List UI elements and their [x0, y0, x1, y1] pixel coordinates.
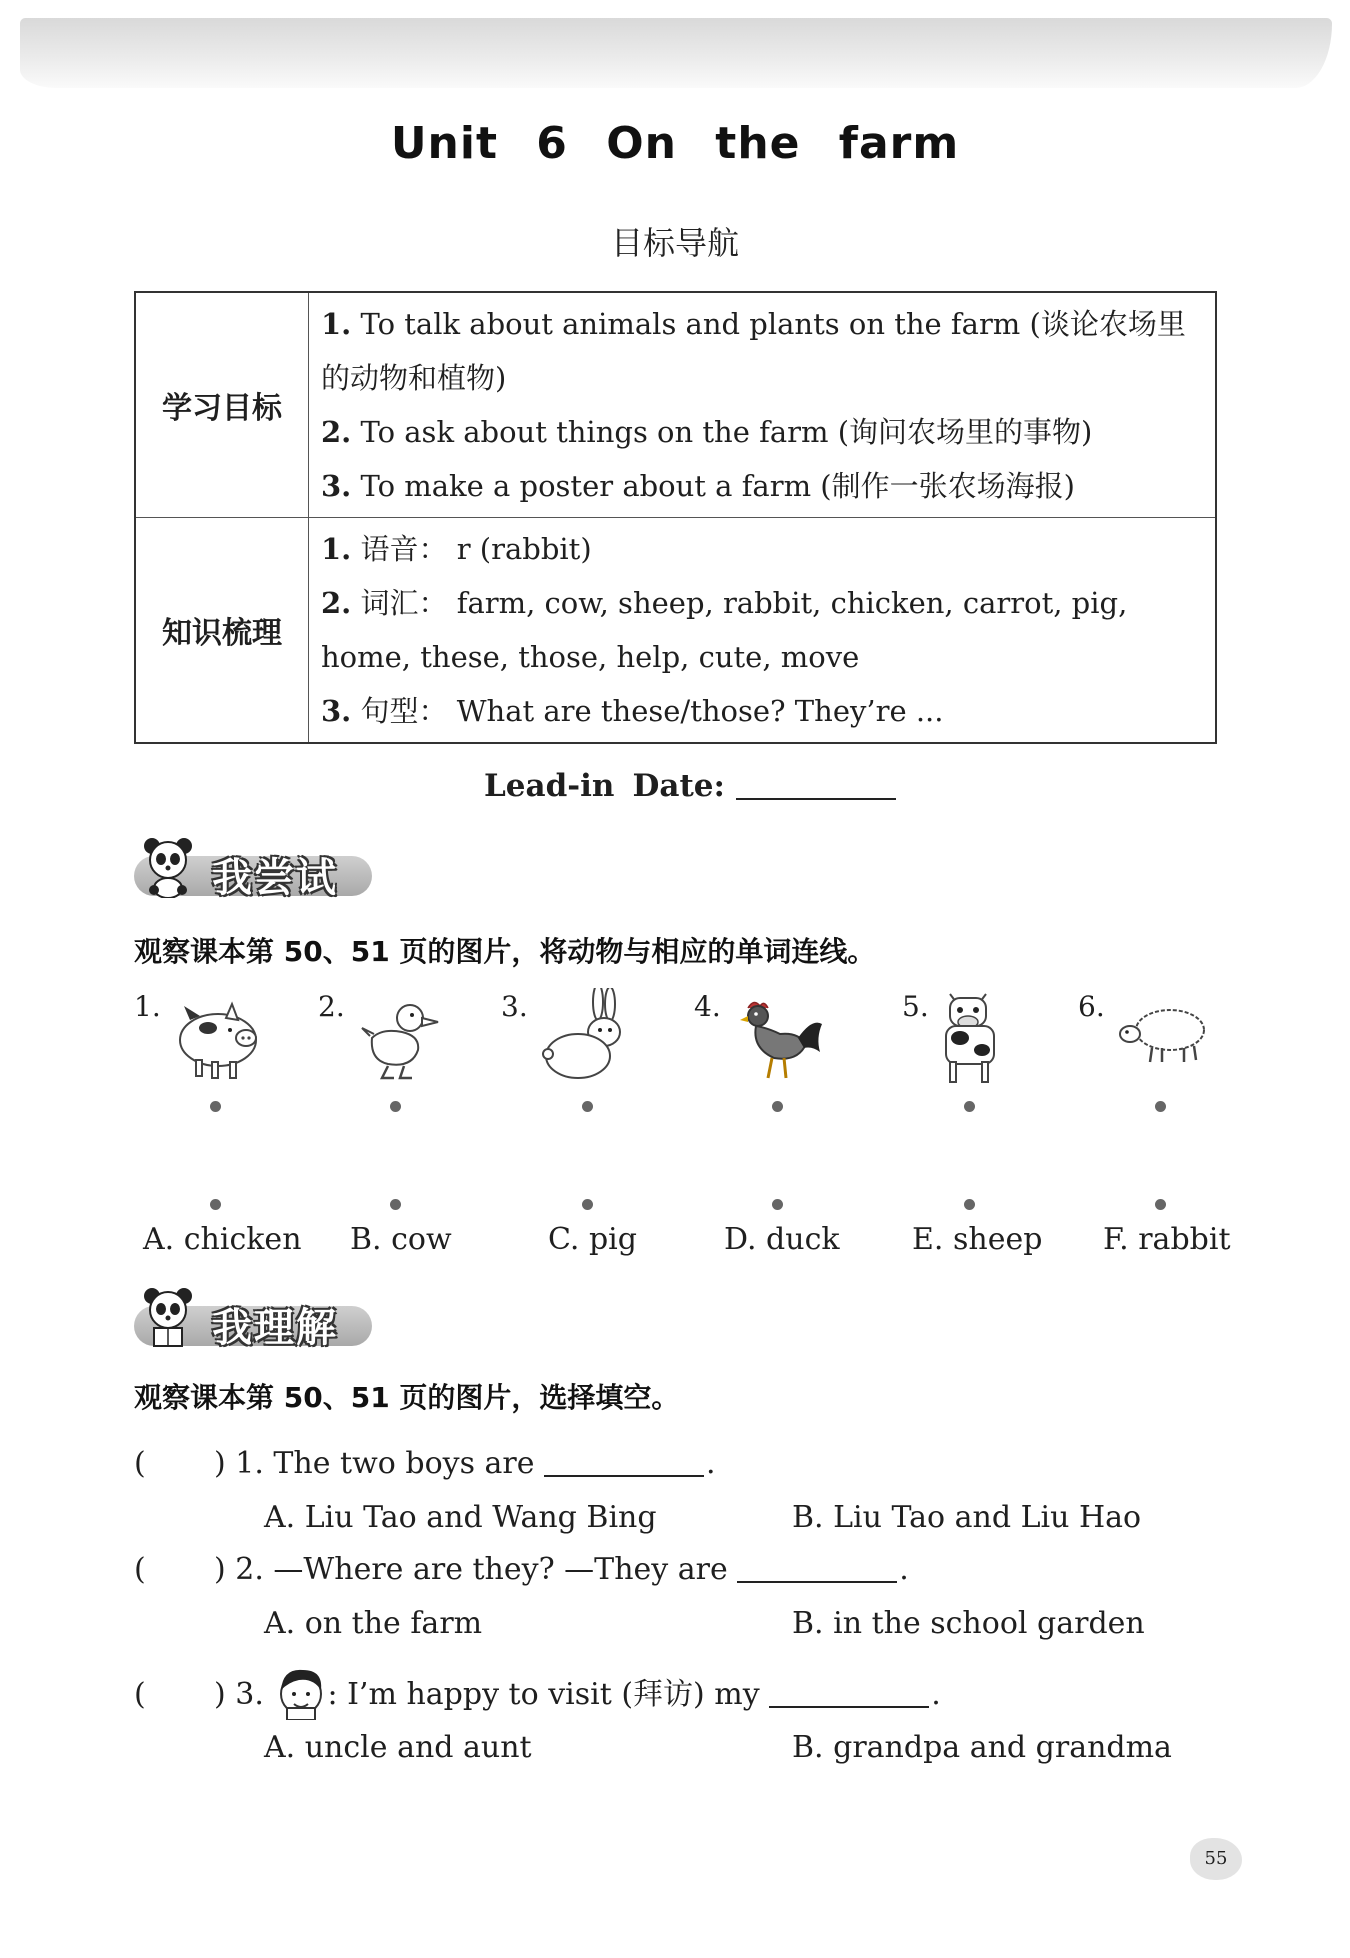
knowledge-line: 1. 语音： r (rabbit): [321, 532, 592, 566]
section-badge-understand: [134, 1286, 374, 1350]
page-number: 55: [1190, 1838, 1242, 1880]
row-head: 知识梳理: [135, 518, 309, 744]
leadin-line: [484, 768, 896, 804]
match-dot-bottom[interactable]: [582, 1199, 593, 1210]
panda-icon: [142, 836, 194, 898]
question-3: ( ) 3. : I’m happy to visit (拜访) my .: [134, 1662, 941, 1720]
date-blank[interactable]: [736, 798, 896, 800]
answer-paren-open: (: [134, 1677, 146, 1712]
answer-paren-close[interactable]: ): [214, 1446, 226, 1481]
sheep-icon: [1114, 988, 1214, 1088]
instruction-match: 观察课本第 50、51 页的图片，将动物与相应的单词连线。: [134, 935, 876, 968]
match-word: E. sheep: [912, 1222, 1043, 1257]
option-a: A. Liu Tao and Wang Bing: [264, 1500, 657, 1535]
picture-number: 3.: [501, 990, 528, 1023]
goals-table: [134, 291, 1217, 744]
picture-number: 2.: [318, 990, 345, 1023]
section-subtitle: 目标导航: [610, 224, 739, 262]
option-b: B. grandpa and grandma: [792, 1730, 1172, 1765]
answer-blank[interactable]: [737, 1581, 897, 1583]
table-row: [135, 518, 1216, 744]
answer-blank[interactable]: [544, 1475, 704, 1477]
answer-paren-open: (: [134, 1446, 146, 1481]
match-word: F. rabbit: [1103, 1222, 1231, 1257]
answer-blank[interactable]: [769, 1706, 929, 1708]
answer-paren-open: (: [134, 1552, 146, 1587]
goal-line: 2. To ask about things on the farm (询问农场里的事物): [321, 415, 1093, 449]
row-body: [309, 518, 1217, 744]
badge-label: 我理解: [212, 1305, 338, 1351]
match-word: C. pig: [548, 1222, 637, 1257]
picture-number: 4.: [694, 990, 721, 1023]
section-badge-try: [134, 836, 374, 900]
pig-icon: [168, 988, 268, 1088]
duck-icon: [352, 988, 452, 1088]
panda-icon: [142, 1286, 194, 1348]
match-word: B. cow: [350, 1222, 452, 1257]
question-text: The two boys are: [263, 1446, 545, 1481]
leadin-label: Lead-in: [484, 768, 615, 804]
match-word: A. chicken: [143, 1222, 302, 1257]
match-word: D. duck: [724, 1222, 840, 1257]
question-text: —Where are they? —They are: [263, 1552, 738, 1587]
answer-paren-close[interactable]: ): [214, 1552, 226, 1587]
match-dot-top[interactable]: [772, 1101, 783, 1112]
picture-number: 1.: [134, 990, 161, 1023]
knowledge-line: 2. 词汇： farm, cow, sheep, rabbit, chicken, carrot, pig, home, these, those, help, cute, move: [321, 586, 1128, 674]
match-dot-bottom[interactable]: [210, 1199, 221, 1210]
question-text: : I’m happy to visit (拜访) my: [327, 1677, 770, 1712]
date-label: Date:: [632, 768, 725, 804]
match-dot-top[interactable]: [964, 1101, 975, 1112]
match-dot-bottom[interactable]: [964, 1199, 975, 1210]
page-header-band: [20, 18, 1332, 88]
match-dot-bottom[interactable]: [390, 1199, 401, 1210]
goal-line: 3. To make a poster about a farm (制作一张农场海报): [321, 469, 1075, 503]
table-row: [135, 292, 1216, 518]
question-number: 3.: [235, 1677, 264, 1712]
match-dot-top[interactable]: [582, 1101, 593, 1112]
question-number: 2.: [235, 1552, 264, 1587]
picture-number: 6.: [1078, 990, 1105, 1023]
boy-face-icon: [273, 1662, 327, 1720]
row-head: 学习目标: [135, 292, 309, 518]
option-a: A. on the farm: [264, 1606, 483, 1641]
question-1: ( ) 1. The two boys are .: [134, 1446, 716, 1481]
option-b: B. in the school garden: [792, 1606, 1145, 1641]
row-body: [309, 292, 1217, 518]
cow-icon: [920, 988, 1020, 1088]
option-a: A. uncle and aunt: [264, 1730, 532, 1765]
badge-label: 我尝试: [212, 855, 338, 901]
goal-line: 1. To talk about animals and plants on the farm (谈论农场里的动物和植物): [321, 307, 1186, 395]
match-dot-bottom[interactable]: [1155, 1199, 1166, 1210]
chicken-icon: [728, 988, 828, 1088]
option-b: B. Liu Tao and Liu Hao: [792, 1500, 1142, 1535]
match-dot-top[interactable]: [210, 1101, 221, 1112]
match-dot-top[interactable]: [390, 1101, 401, 1112]
answer-paren-close[interactable]: ): [214, 1677, 226, 1712]
page-title: Unit 6 On the farm: [390, 118, 960, 169]
question-2: ( ) 2. —Where are they? —They are .: [134, 1552, 909, 1587]
rabbit-icon: [536, 988, 636, 1088]
match-dot-bottom[interactable]: [772, 1199, 783, 1210]
match-dot-top[interactable]: [1155, 1101, 1166, 1112]
picture-number: 5.: [902, 990, 929, 1023]
instruction-choose: 观察课本第 50、51 页的图片，选择填空。: [134, 1381, 680, 1414]
knowledge-line: 3. 句型： What are these/those? They’re ...: [321, 694, 944, 728]
question-number: 1.: [235, 1446, 264, 1481]
